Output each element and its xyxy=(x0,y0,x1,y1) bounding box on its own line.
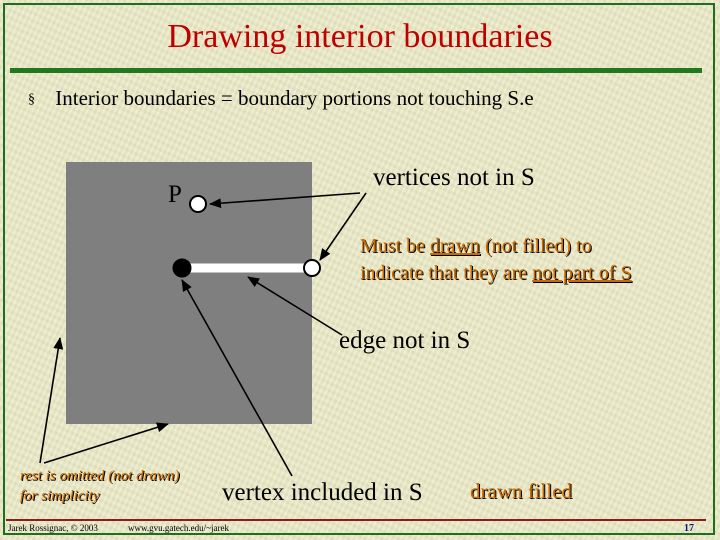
vertex-filled xyxy=(173,259,191,277)
arrow-rest-1 xyxy=(40,338,60,463)
must-text-not-part: not part of S xyxy=(532,262,632,284)
vertex-p xyxy=(190,196,206,212)
label-vertices-not-in-s: vertices not in S xyxy=(373,164,535,191)
page-number: 17 xyxy=(684,523,694,534)
label-must-be-drawn xyxy=(360,233,632,287)
arrow-to-p xyxy=(210,193,360,204)
label-vertex-included: vertex included in S xyxy=(222,479,423,506)
arrow-rest-2 xyxy=(44,424,168,463)
bullet-text: Interior boundaries = boundary portions not touching S.e xyxy=(55,86,534,110)
label-drawn-filled: drawn filled xyxy=(470,479,573,503)
footer-url: www.gvu.gatech.edu/~jarek xyxy=(128,523,229,533)
bullet-marker: § xyxy=(28,92,35,107)
label-edge-not-in-s: edge not in S xyxy=(339,327,471,354)
slide-title: Drawing interior boundaries xyxy=(167,18,553,55)
must-text-drawn: drawn xyxy=(430,235,480,257)
arrow-to-filled-vertex xyxy=(182,280,292,476)
must-text-c: indicate that they are xyxy=(360,262,533,284)
label-rest-omitted: rest is omitted (not drawn) for simplicity xyxy=(20,468,180,504)
vertex-end-open xyxy=(304,260,320,276)
must-text-b: (not filled) to xyxy=(479,235,592,257)
must-text-a: Must be xyxy=(360,235,430,257)
footer-author: Jarek Rossignac, © 2003 xyxy=(8,523,98,533)
label-p: P xyxy=(168,181,182,208)
footer-rule xyxy=(6,519,706,521)
arrow-to-edge xyxy=(248,277,342,335)
